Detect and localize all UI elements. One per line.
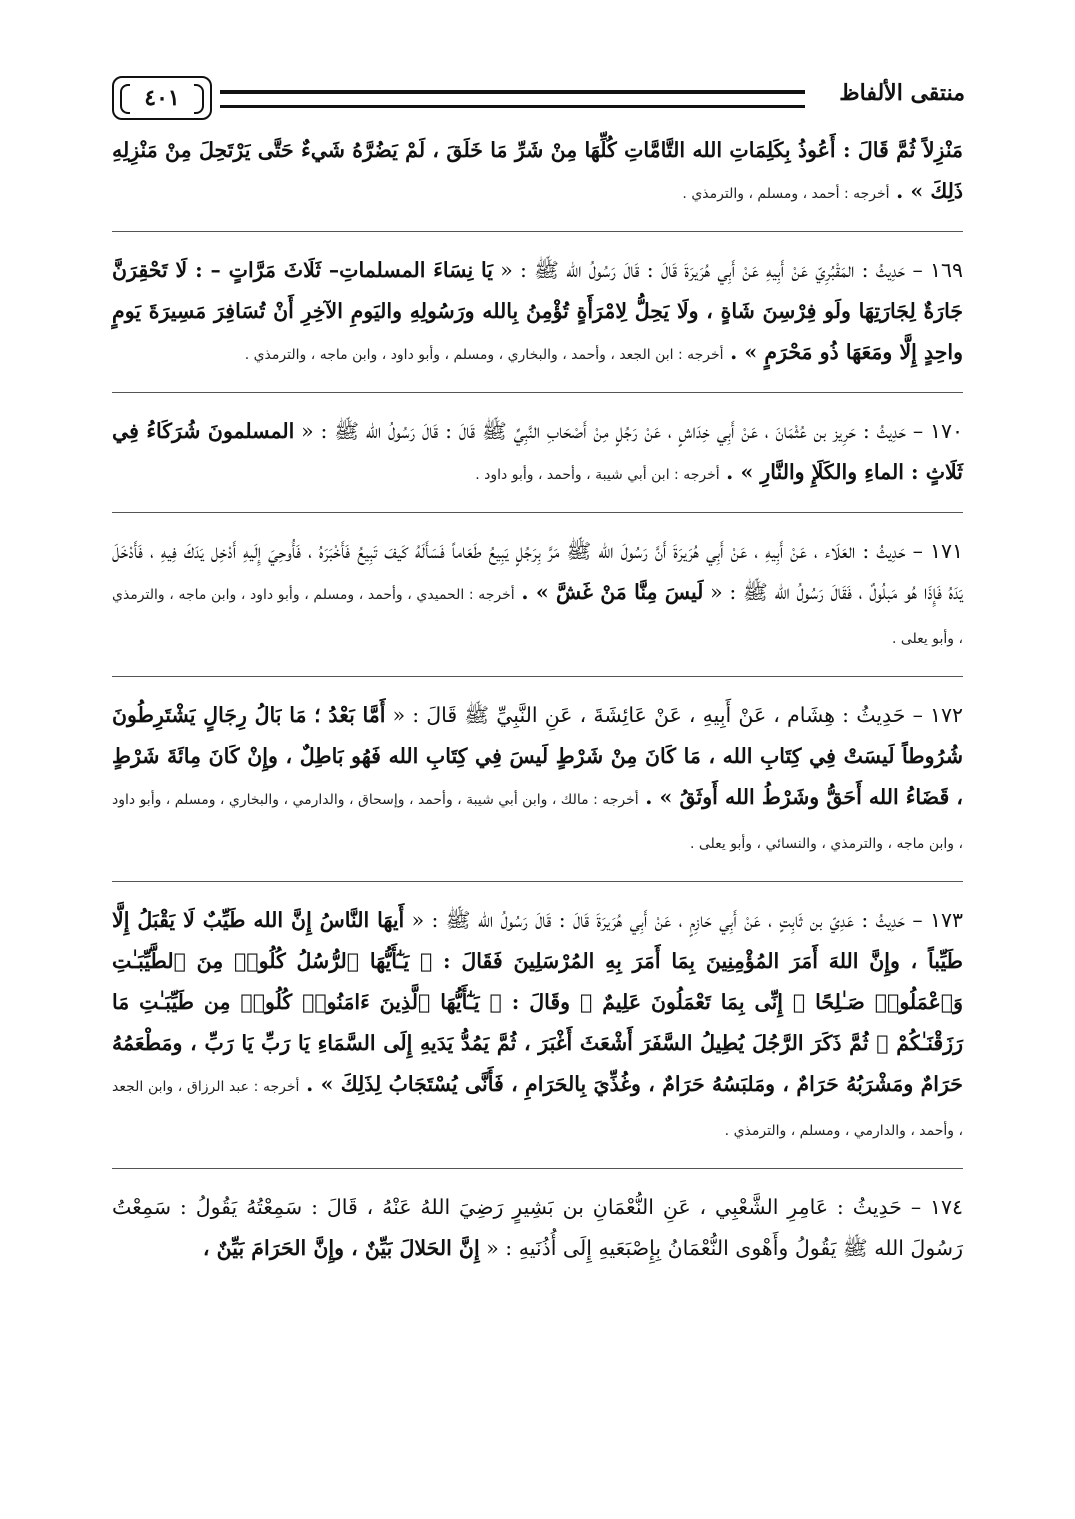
takhrij-note: أخرجه : أحمد ، ومسلم ، والترمذي . bbox=[682, 186, 890, 202]
page-body bbox=[112, 130, 963, 1285]
hadith-text: لَيسَ مِنَّا مَنْ غَشَّ » . bbox=[521, 580, 704, 604]
book-title: منتقى الألفاظ bbox=[839, 80, 965, 106]
paragraph-divider bbox=[112, 1168, 963, 1169]
isnad-text: ١٧٣ – حَدِيثُ : عَدِيّ بن ثَابِتٍ ، عَنْ أَبِي حَازِمٍ ، عَنْ أَبِي هُرَيرَةَ قَالَ : قَالَ رَسُولُ الله ﷺ : « bbox=[411, 908, 963, 932]
isnad-text: ١٧١ – حَدِيثُ : العَلَاء ، عَنْ أَبِيهِ ، عَنْ أَبِي هُرَيرَةَ أَنَّ رَسُولَ الله ﷺ مَرَّ بِرَجُلٍ يَبِيعُ طَعَاماً فَسَأَلَهُ كَيفَ تَبِيعُ فَأَخْبَرَهُ ، فَأُوحِيَ إِلَيهِ أَدْخِل يَدَكَ فِيهِ ، فَأَدْخَلَ يَدَهُ فَإِذَا هُو مَبلُولٌ ، فَقَالَ رَسُولُ الله ﷺ : « bbox=[112, 539, 963, 604]
isnad-text: ١٧٢ – حَدِيثُ : هِشَام ، عَنْ أَبِيهِ ، عَنْ عَائِشَةَ ، عَنِ النَّبِيِّ ﷺ قَالَ : « bbox=[392, 703, 963, 727]
hadith-172 bbox=[112, 695, 963, 865]
hadith-169 bbox=[112, 250, 963, 376]
paragraph-continuation bbox=[112, 130, 963, 215]
paragraph-divider bbox=[112, 512, 963, 513]
page-number-frame bbox=[112, 76, 212, 120]
hadith-173 bbox=[112, 900, 963, 1152]
hadith-text: يَا نِسَاءَ المسلماتِ– ثَلَاثَ مَرَّاتٍ – : لَا تَحْقِرَنَّ جَارَةٌ لِجَارَتِهَا ولَو فِرْسِنَ شَاةٍ ، ولَا يَحِلُّ لِامْرَأَةٍ تُؤْمِنُ بِالله ورَسُولِهِ واليَومِ الآخِرِ أَنْ تُسَافِرَ مَسِيرَةَ يَومٍ واحِدٍ إِلَّا ومَعَهَا ذُو مَحْرَمٍ » . bbox=[112, 258, 963, 364]
hadith-text: أَيهَا النَّاسُ إِنَّ الله طَيِّبٌ لَا يَقْبَلُ إِلَّا طَيِّباً ، وإِنَّ اللهَ أَمَرَ المُؤْمِنِينَ بِمَا أَمَرَ بِهِ المُرْسَلِينَ فَقَالَ : ﴿ يَـٰٓأَيُّهَا ٱلرُّسُلُ كُلُوا۟ مِنَ ٱلطَّيِّبَـٰتِ وَٱعْمَلُوا۟ صَـٰلِحًا ۖ إِنِّى بِمَا تَعْمَلُونَ عَلِيمٌ ﴾ وقَالَ : ﴿ يَـٰٓأَيُّهَا ٱلَّذِينَ ءَامَنُوا۟ كُلُوا۟ مِن طَيِّبَـٰتِ مَا رَزَقْنَـٰكُمْ ﴾ ثُمَّ ذَكَرَ الرَّجُلَ يُطِيلُ السَّفَرَ أَشْعَثَ أَغْبَرَ ، ثُمَّ يَمُدُّ يَدَيهِ إِلَى السَّمَاءِ يَا رَبِّ يَا رَبِّ ، ومَطْعَمُهُ حَرَامٌ ومَشْرَبُهُ حَرَامٌ ، ومَلبَسُهُ حَرَامٌ ، وغُذِّيَ بِالحَرَامِ ، فَأَنَّى يُسْتَجَابُ لِذَلِكَ » . bbox=[112, 908, 963, 1096]
page-number: ٤٠١ bbox=[144, 85, 180, 111]
takhrij-note: أخرجه : مالك ، وابن أبي شيبة ، وأحمد ، وإسحاق ، والدارمي ، والبخاري ، ومسلم ، وأبو داود ، وابن ماجه ، والترمذي ، والنسائي ، وأبو يعلى . bbox=[112, 792, 963, 852]
takhrij-note: أخرجه : الحميدي ، وأحمد ، ومسلم ، وأبو داود ، وابن ماجه ، والترمذي ، وأبو يعلى . bbox=[112, 587, 963, 647]
isnad-text: ١٧٤ – حَدِيثُ : عَامِرِ الشَّعْبِي ، عَنِ النُّعْمَانِ بن بَشِيرٍ رَضِيَ اللهُ عَنْهُ ، قَالَ : سَمِعْتُهُ يَقُولُ : سَمِعْتُ رَسُولَ الله ﷺ يَقُولُ وأَهْوى النُّعْمَانُ بِإِصْبَعَيهِ إِلَى أُذُنَيهِ : « bbox=[112, 1195, 963, 1260]
isnad-text: ١٦٩ – حَدِيثُ : المَقْبُرِيّ عَنْ أَبِيهِ عَنْ أَبِي هُرَيرَةَ قَالَ : قَالَ رَسُولُ الله ﷺ : « bbox=[500, 258, 963, 282]
hadith-171 bbox=[112, 531, 963, 660]
paragraph-divider bbox=[112, 676, 963, 677]
hadith-text: مَنْزِلاً ثُمَّ قَالَ : أَعُوذُ بِكَلِمَاتِ الله التَّامَّاتِ كُلِّهَا مِنْ شَرِّ مَا خَلَقَ ، لَمْ يَضُرَّهُ شَيءٌ حَتَّى يَرْتَحِلَ مِنْ مَنْزِلِهِ ذَلِكَ » . bbox=[112, 138, 963, 203]
isnad-text: ١٧٠ – حَدِيثُ : حَرِيز بن عُثْمَانَ ، عَنْ أَبِي خِدَاشٍ ، عَنْ رَجُلٍ مِنْ أَصْحَابِ النَّبِيِّ ﷺ قَالَ : قَالَ رَسُولُ الله ﷺ : « bbox=[301, 419, 963, 443]
paragraph-divider bbox=[112, 881, 963, 882]
takhrij-note: أخرجه : عبد الرزاق ، وابن الجعد ، وأحمد ، والدارمي ، ومسلم ، والترمذي . bbox=[112, 1079, 963, 1139]
paragraph-divider bbox=[112, 231, 963, 232]
paragraph-divider bbox=[112, 392, 963, 393]
takhrij-note: أخرجه : ابن أبي شيبة ، وأحمد ، وأبو داود . bbox=[475, 467, 720, 483]
hadith-text: أَمَّا بَعْدُ ؛ مَا بَالُ رِجَالٍ يَشْتَرِطُونَ شُرُوطاً لَيسَتْ فِي كِتَابِ الله ، مَا كَانَ مِنْ شَرْطٍ لَيسَ فِي كِتَابِ الله فَهُو بَاطِلٌ ، وإِنْ كَانَ مِائَةَ شَرْطٍ ، قَضَاءُ الله أَحَقُّ وشَرْطُ الله أَوثَقُ » . bbox=[112, 703, 964, 809]
hadith-170 bbox=[112, 411, 963, 496]
takhrij-note: أخرجه : ابن الجعد ، وأحمد ، والبخاري ، ومسلم ، وأبو داود ، وابن ماجه ، والترمذي . bbox=[244, 347, 724, 363]
hadith-text: المسلمونَ شُرَكَاءُ فِي ثَلَاثٍ : الماءِ والكَلَإِ والنَّارِ » . bbox=[112, 419, 963, 484]
header-double-rule bbox=[220, 90, 805, 108]
hadith-174 bbox=[112, 1187, 963, 1269]
running-header bbox=[112, 72, 965, 124]
hadith-text: إِنَّ الحَلالَ بَيِّنٌ ، وإِنَّ الحَرَامَ بَيِّنٌ ، bbox=[202, 1236, 480, 1260]
